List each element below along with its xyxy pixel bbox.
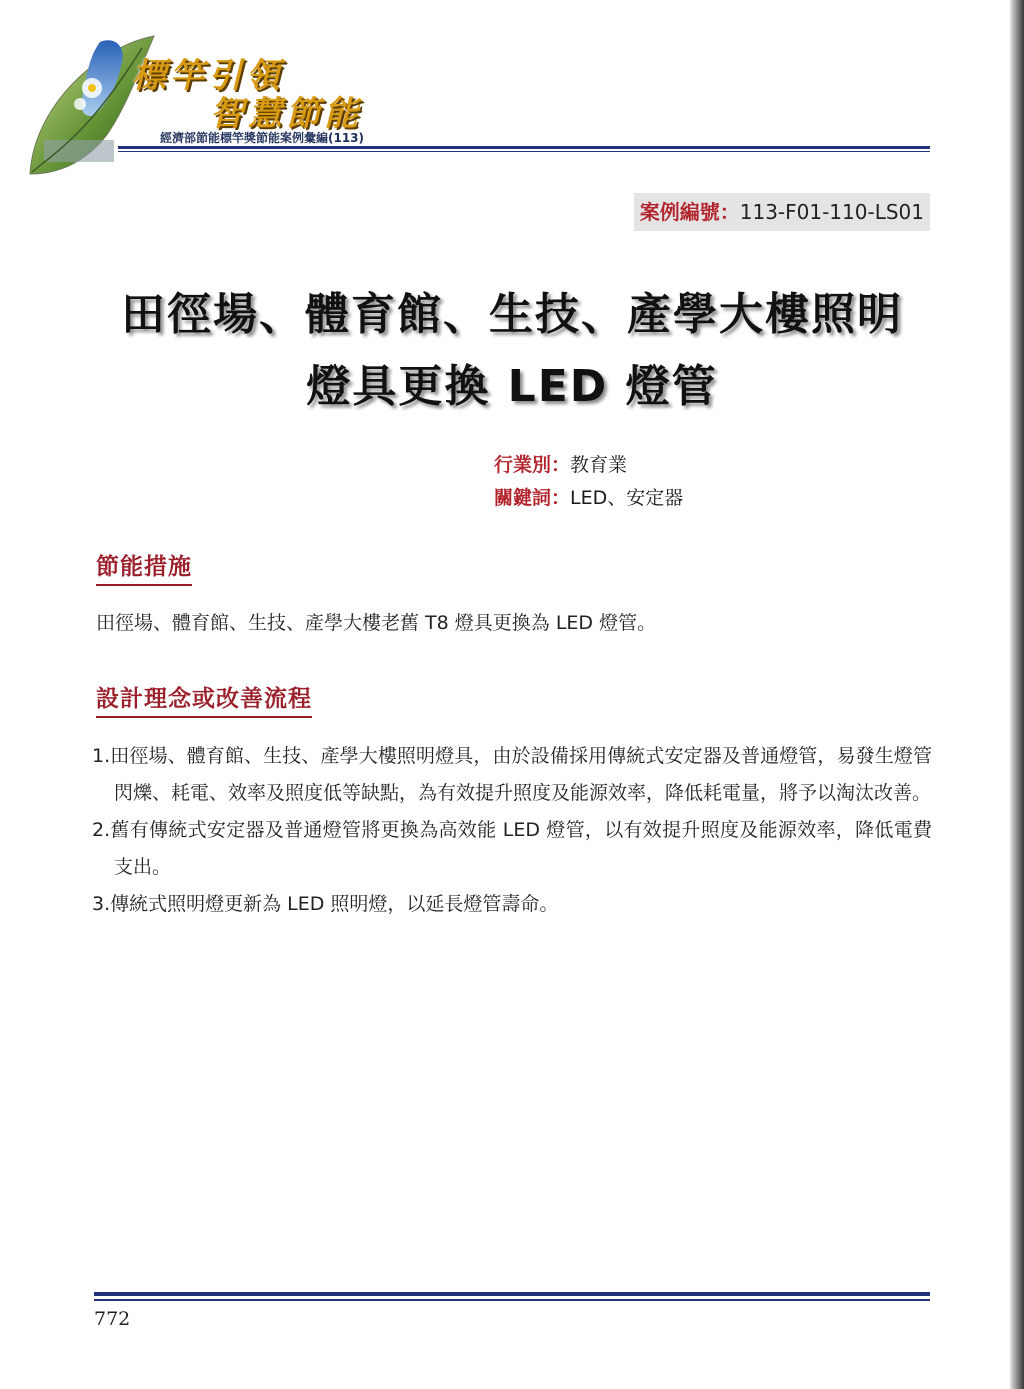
case-number-box (634, 193, 930, 231)
keywords-value: LED、安定器 (570, 487, 684, 509)
slogan-line-2: 智慧節能 (210, 94, 362, 134)
measures-paragraph: 田徑場、體育館、生技、產學大樓老舊 T8 燈具更換為 LED 燈管。 (96, 612, 657, 634)
keywords-label: 關鍵詞： (494, 487, 571, 509)
page-title-line-1: 田徑場、體育館、生技、產學大樓照明 (121, 289, 903, 340)
page-number: 772 (94, 1308, 131, 1330)
series-caption: 經濟部節能標竿獎節能案例彙編(113) (160, 131, 365, 145)
list-item: 1.田徑場、體育館、生技、產學大樓照明燈具，由於設備採用傳統式安定器及普通燈管，易發生燈管閃爍、耗電、效率及照度低等缺點，為有效提升照度及能源效率，降低耗電量，將予以淘汰改善。 (92, 745, 932, 804)
design-list (92, 738, 932, 923)
industry-value: 教育業 (570, 454, 628, 476)
footer-rule (94, 1292, 930, 1296)
industry-label: 行業別： (494, 454, 571, 476)
list-item: 3.傳統式照明燈更新為 LED 照明燈，以延長燈管壽命。 (92, 893, 559, 915)
section-heading-design: 設計理念或改善流程 (96, 680, 312, 718)
slogan-line-1: 標竿引領 (132, 56, 284, 96)
case-number-label: 案例編號： (639, 200, 740, 224)
footer-rule-thin (94, 1299, 930, 1301)
header-rule (118, 146, 930, 149)
case-number-value: 113-F01-110-LS01 (739, 200, 924, 224)
keywords-row (494, 483, 683, 510)
list-item: 2.舊有傳統式安定器及普通燈管將更換為高效能 LED 燈管，以有效提升照度及能源效率，降低電費支出。 (92, 819, 932, 878)
industry-row (494, 450, 627, 477)
page-edge-shadow (1010, 0, 1024, 1389)
page-title-line-2: 燈具更換 LED 燈管 (306, 361, 718, 412)
section-heading-measures: 節能措施 (96, 548, 192, 586)
header-rule-thin (118, 151, 930, 152)
